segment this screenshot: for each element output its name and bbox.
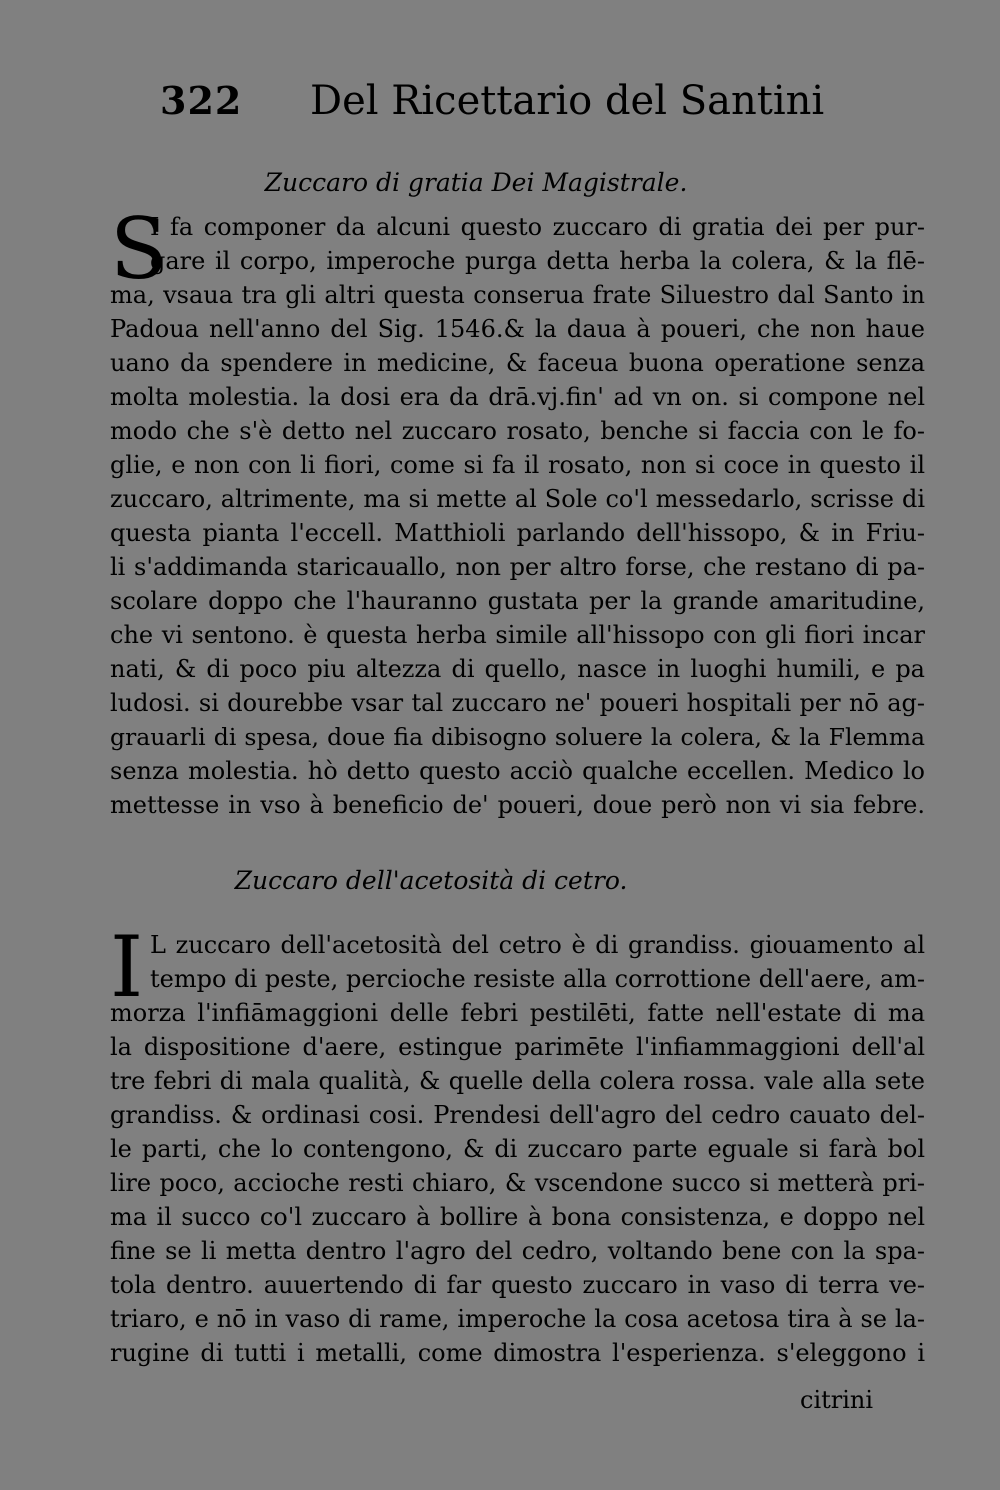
text-line: mettesse in vso à beneficio de' poueri, doue però non vi sia febre. (110, 791, 925, 819)
text-line: triaro, e nō in vaso di rame, imperoche la cosa acetosa tira à se la- (110, 1305, 925, 1333)
text-line: uano da spendere in medicine, & faceua buona operatione senza (110, 349, 925, 377)
text-line: ma il succo co'l zuccaro à bollire à bona consistenza, e doppo nel (110, 1203, 925, 1231)
drop-cap: I (110, 918, 144, 1016)
text-line: ma, vsaua tra gli altri questa conserua frate Siluestro dal Santo in (110, 281, 925, 309)
running-title: Del Ricettario del Santini (310, 78, 825, 124)
text-line: gare il corpo, imperoche purga detta herba la colera, & la flē- (150, 247, 925, 275)
text-line: li s'addimanda staricauallo, non per altro forse, che restano di pa- (110, 553, 925, 581)
text-line: che vi sentono. è questa herba simile all'hissopo con gli fiori incar (110, 621, 925, 649)
text-line: zuccaro, altrimente, ma si mette al Sole co'l messedarlo, scrisse di (110, 485, 925, 513)
text-line: la dispositione d'aere, estingue parimēte l'infiammaggioni dell'al (110, 1033, 925, 1061)
drop-cap: S (110, 200, 168, 298)
text-line: senza molestia. hò detto questo acciò qualche eccellen. Medico lo (110, 757, 925, 785)
text-line: tempo di peste, percioche resiste alla corrottione dell'aere, am- (150, 965, 925, 993)
text-line: glie, e non con li fiori, come si fa il rosato, non si coce in questo il (110, 451, 925, 479)
text-line: questa pianta l'eccell. Matthioli parlando dell'hissopo, & in Friu- (110, 519, 925, 547)
section-title: Zuccaro dell'acetosità di cetro. (234, 866, 628, 895)
text-line: grandiss. & ordinasi cosi. Prendesi dell'agro del cedro cauato del- (110, 1101, 925, 1129)
text-line: tre febri di mala qualità, & quelle della colera rossa. vale alla sete (110, 1067, 925, 1095)
text-line: molta molestia. la dosi era da drā.vj.fin' ad vn on. si compone nel (110, 383, 925, 411)
text-line: lire poco, accioche resti chiaro, & vscendone succo si metterà pri- (110, 1169, 925, 1197)
text-line: nati, & di poco piu altezza di quello, nasce in luoghi humili, e pa (110, 655, 925, 683)
text-line: modo che s'è detto nel zuccaro rosato, benche si faccia con le fo- (110, 417, 925, 445)
section-title: Zuccaro di gratia Dei Magistrale. (264, 168, 688, 197)
text-line: scolare doppo che l'hauranno gustata per la grande amaritudine, (110, 587, 925, 615)
catchword: citrini (800, 1386, 874, 1414)
page-number: 322 (160, 78, 243, 123)
text-line: morza l'infiāmaggioni delle febri pestilēti, fatte nell'estate di ma (110, 999, 925, 1027)
text-line: grauarli di spesa, doue fia dibisogno soluere la colera, & la Flemma (110, 723, 925, 751)
text-line: le parti, che lo contengono, & di zuccaro parte eguale si farà bol (110, 1135, 925, 1163)
text-line: rugine di tutti i metalli, come dimostra l'esperienza. s'eleggono i (110, 1339, 925, 1367)
text-line: tola dentro. auuertendo di far questo zuccaro in vaso di terra ve- (110, 1271, 925, 1299)
text-line: Padoua nell'anno del Sig. 1546.& la daua à poueri, che non haue (110, 315, 925, 343)
text-line: L zuccaro dell'acetosità del cetro è di grandiss. giouamento al (150, 931, 925, 959)
text-line: ludosi. si dourebbe vsar tal zuccaro ne' poueri hospitali per nō ag- (110, 689, 925, 717)
page-header (160, 78, 825, 134)
text-line: fine se li metta dentro l'agro del cedro, voltando bene con la spa- (110, 1237, 925, 1265)
text-line: I fa componer da alcuni questo zuccaro di gratia dei per pur- (150, 213, 925, 241)
